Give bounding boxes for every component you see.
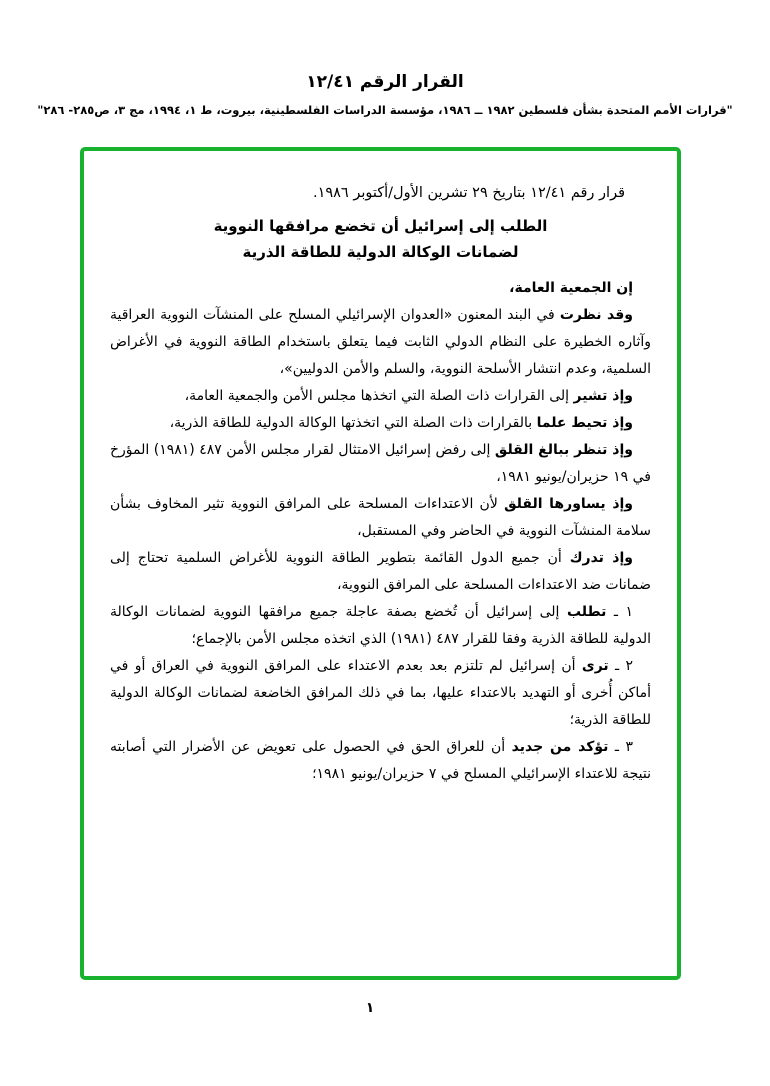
paragraph-lead: إن الجمعية العامة،	[509, 280, 633, 296]
paragraph-operative-3	[110, 734, 651, 788]
paragraph-number: ٣ ـ	[608, 739, 633, 755]
paragraph-text: إلى القرارات ذات الصلة التي اتخذها مجلس الأمن والجمعية العامة،	[184, 388, 574, 404]
paragraph-preamble-2	[110, 302, 651, 383]
paragraph-text: أن جميع الدول القائمة بتطوير الطاقة النووية للأغراض السلمية تحتاج إلى ضمانات ضد الاعتداءات المسلحة على المرافق النووية،	[110, 550, 651, 593]
paragraph-lead: تطلب	[566, 604, 607, 620]
paragraph-text: إلى رفض إسرائيل الامتثال لقرار مجلس الأمن ٤٨٧ (١٩٨١) المؤرخ في ١٩ حزيران/يونيو ١٩٨١،	[110, 442, 651, 485]
paragraph-number: ٢ ـ	[608, 658, 633, 674]
paragraph-lead: تؤكد من جديد	[511, 739, 609, 755]
paragraph-text: إلى إسرائيل أن تُخضع بصفة عاجلة جميع مرافقها النووية لضمانات الوكالة الدولية للطاقة الذرية وفقا للقرار ٤٨٧ (١٩٨١) الذي اتخذه مجلس الأمن بالإجماع؛	[110, 604, 651, 647]
paragraph-preamble-1	[110, 275, 651, 302]
document-title-line-2: لضمانات الوكالة الدولية للطاقة الذرية	[242, 243, 519, 261]
paragraph-text: أن للعراق الحق في الحصول على تعويض عن الأضرار التي أصابته نتيجة للاعتداء الإسرائيلي المسلح في ٧ حزيران/يونيو ١٩٨١؛	[110, 739, 651, 782]
resolution-date-line: قرار رقم ١٢/٤١ بتاريخ ٢٩ تشرين الأول/أكتوبر ١٩٨٦.	[312, 185, 625, 201]
paragraph-preamble-4	[110, 410, 651, 437]
paragraph-lead: ترى	[581, 658, 609, 674]
paragraph-text: في البند المعنون «العدوان الإسرائيلي المسلح على المنشآت النووية العراقية وآثاره الخطيرة على النظام الدولي الثابت فيما يتعلق باستخدام الطاقة النووية في الأغراض السلمية، وعدم انتشار الأسلحة النووية، والسلم والأمن الدوليين»،	[110, 307, 651, 377]
document-body	[84, 151, 677, 788]
paragraph-preamble-3	[110, 383, 651, 410]
paragraph-number: ١ ـ	[606, 604, 633, 620]
paragraph-lead: وإذ يساورها القلق	[504, 496, 633, 512]
paragraph-lead: وإذ تنظر ببالغ القلق	[494, 442, 633, 458]
paragraph-preamble-5	[110, 437, 651, 491]
paragraph-preamble-7	[110, 545, 651, 599]
paragraph-lead: وإذ تحيط علما	[536, 415, 633, 431]
document-title	[110, 213, 651, 265]
document-frame	[80, 147, 681, 980]
page-title: القرار الرقم ١٢/٤١	[306, 72, 464, 92]
paragraph-lead: وإذ تشير	[573, 388, 633, 404]
source-citation: "قرارات الأمم المتحدة بشأن فلسطين ١٩٨٢ ــ ١٩٨٦، مؤسسة الدراسات الفلسطينية، بيروت، ط ١، ١٩٩٤، مج ٣، ص٢٨٥- ٢٨٦"	[37, 103, 733, 117]
page-number: ١	[365, 1000, 375, 1016]
paragraph-text: لأن الاعتداءات المسلحة على المرافق النووية تثير المخاوف بشأن سلامة المنشآت النووية في الحاضر وفي المستقبل،	[110, 496, 651, 539]
paragraph-text: بالقرارات ذات الصلة التي اتخذتها الوكالة الدولية للطاقة الذرية،	[169, 415, 537, 431]
document-title-line-1: الطلب إلى إسرائيل أن تخضع مرافقها النووية	[213, 217, 548, 235]
paragraph-preamble-6	[110, 491, 651, 545]
paragraph-lead: وقد نظرت	[559, 307, 633, 323]
paragraph-lead: وإذ تدرك	[569, 550, 633, 566]
paragraph-operative-1	[110, 599, 651, 653]
paragraph-operative-2	[110, 653, 651, 734]
paragraph-text: أن إسرائيل لم تلتزم بعد بعدم الاعتداء على المرافق النووية في العراق أو في أماكن أُخرى أو التهديد بالاعتداء عليها، بما في ذلك المرافق الخاضعة لضمانات الوكالة الدولية للطاقة الذرية؛	[110, 658, 651, 728]
